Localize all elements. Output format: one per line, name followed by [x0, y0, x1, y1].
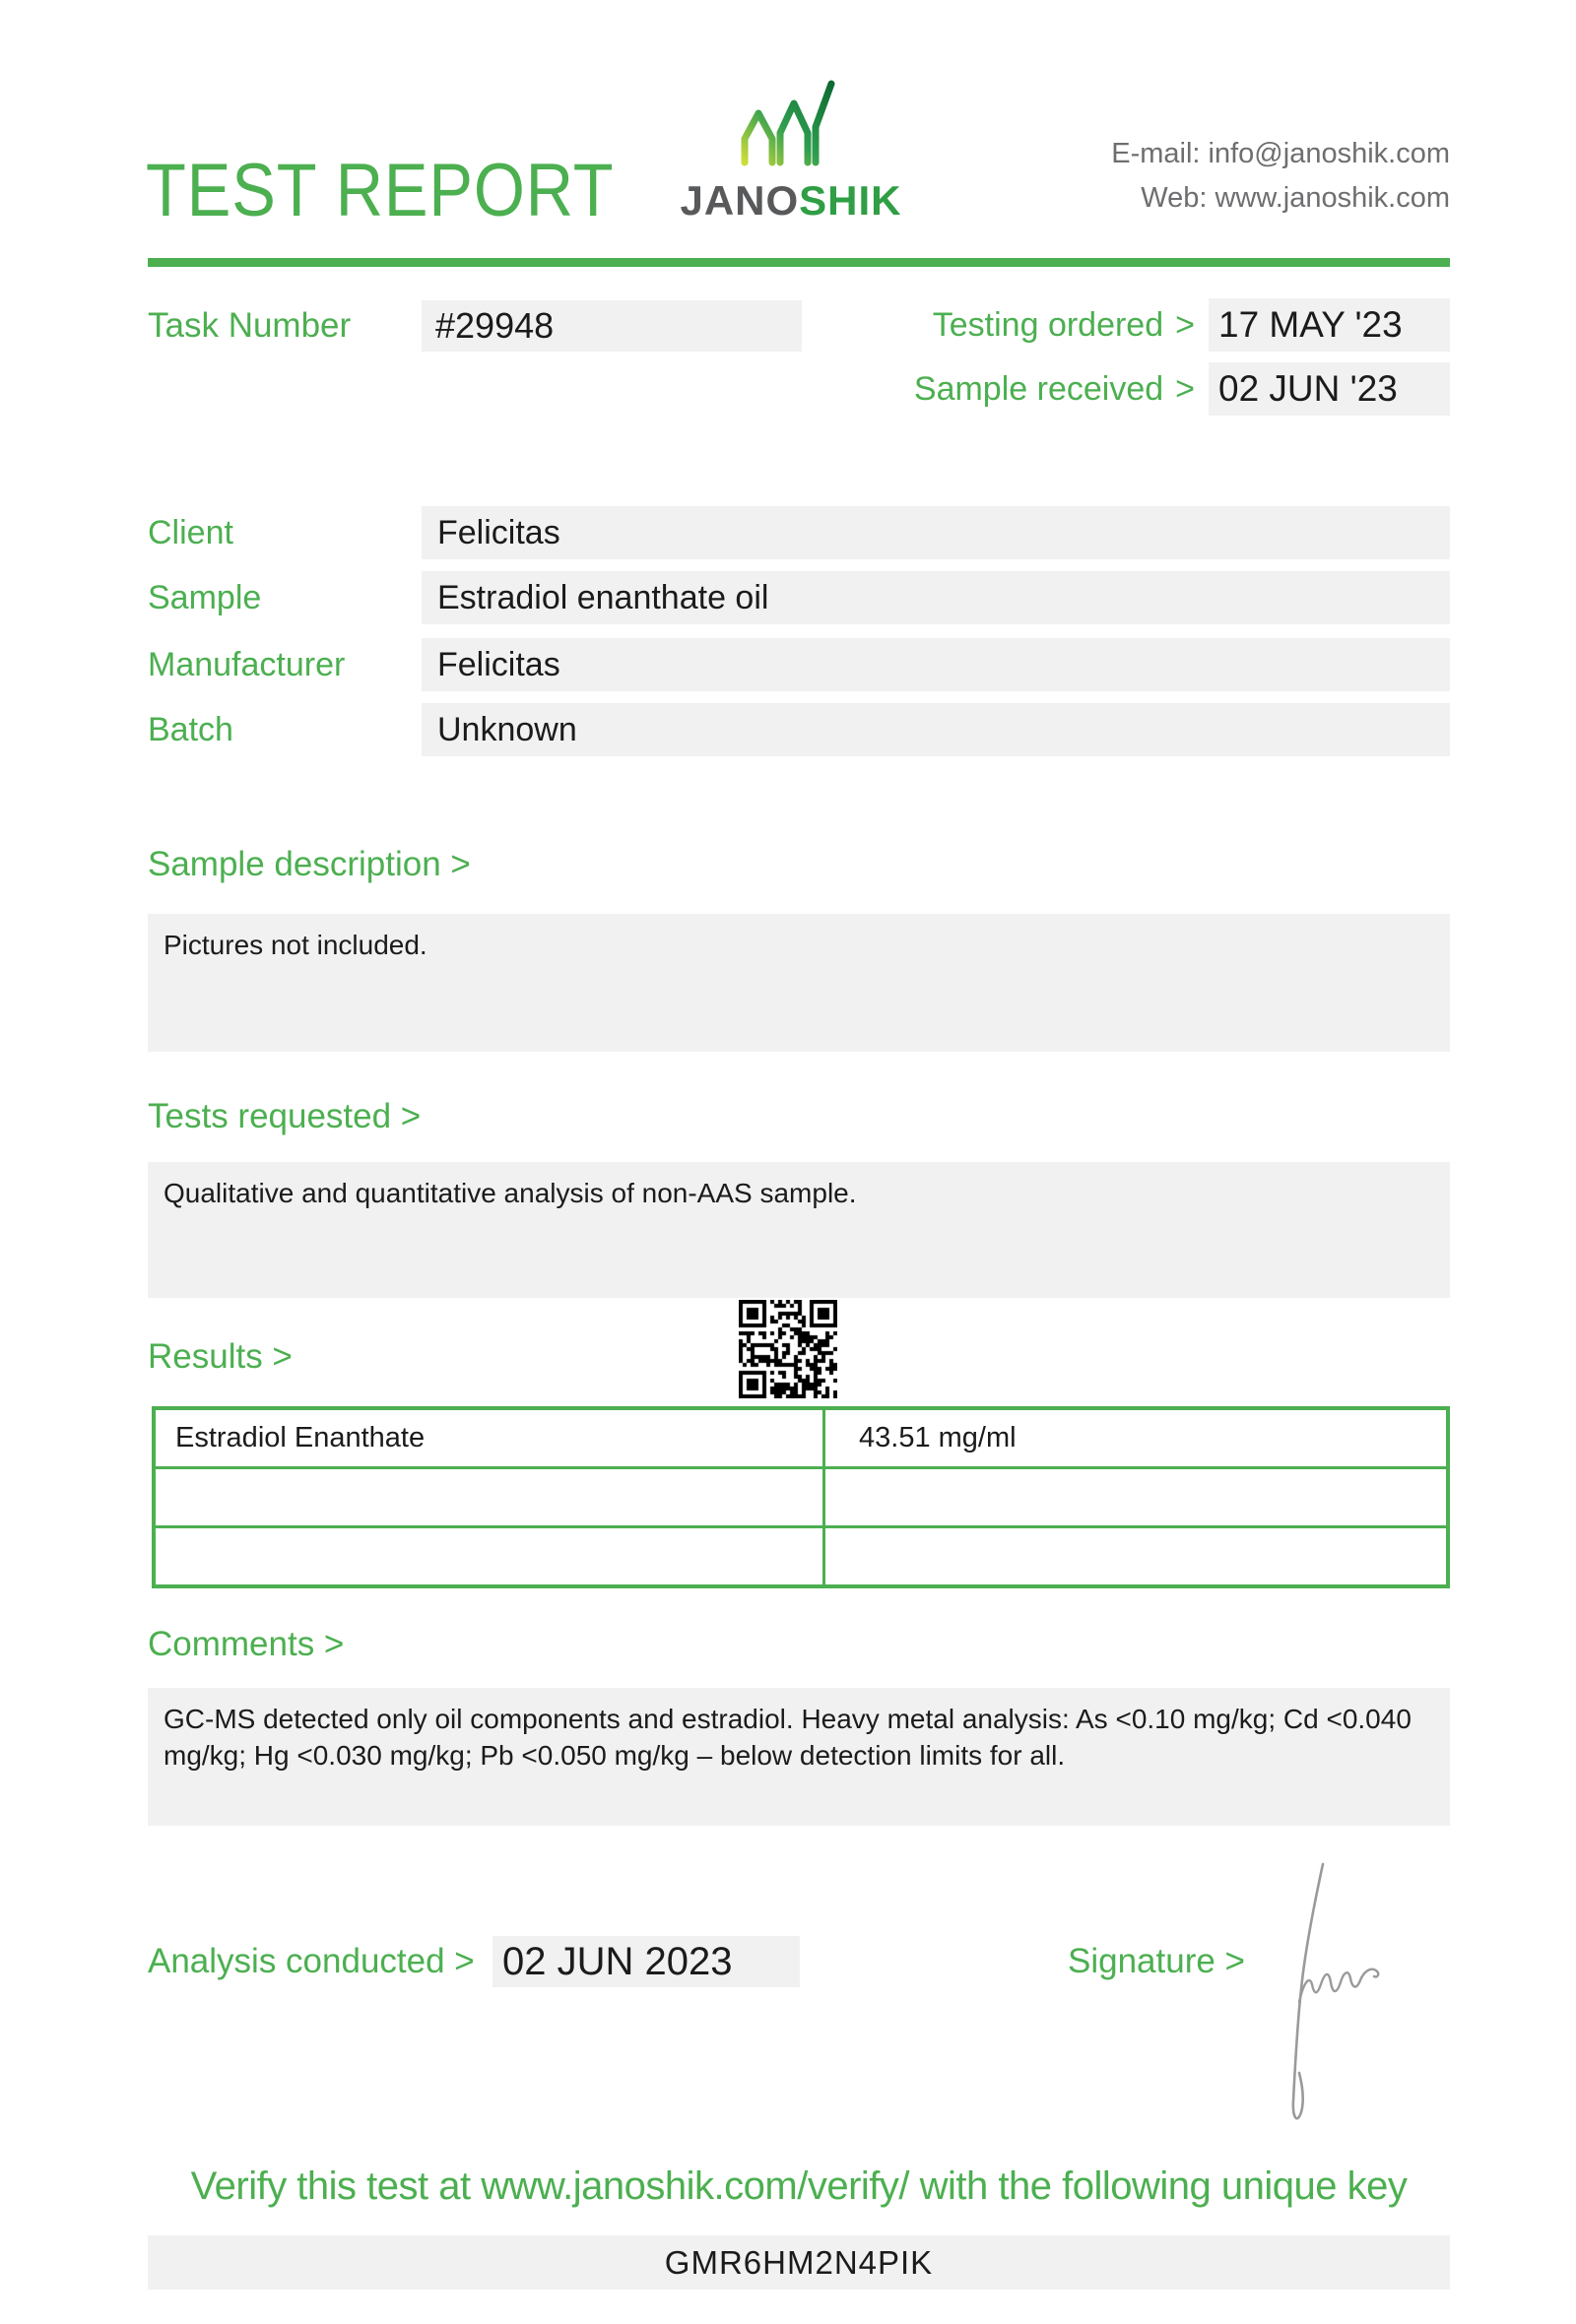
result-name-cell	[154, 1468, 824, 1527]
testing-ordered-label: Testing ordered	[932, 305, 1164, 344]
result-name-cell: Estradiol Enanthate	[154, 1408, 824, 1468]
analysis-conducted-value: 02 JUN 2023	[492, 1936, 800, 1987]
task-number-value: #29948	[422, 300, 802, 352]
analysis-conducted-label: Analysis conducted >	[148, 1942, 475, 1980]
result-name-cell	[154, 1527, 824, 1587]
logo-word-dark: JANO	[680, 177, 800, 224]
contact-web: Web: www.janoshik.com	[1141, 181, 1450, 214]
results-table	[152, 1406, 1450, 1588]
result-value-cell: 43.51 mg/ml	[824, 1408, 1449, 1468]
field-label-client: Client	[148, 514, 233, 551]
verify-key: GMR6HM2N4PIK	[664, 2244, 934, 2281]
field-value-batch: Unknown	[422, 703, 1450, 756]
chevron-right-icon: >	[1175, 369, 1195, 408]
logo-wordmark	[670, 177, 912, 225]
section-heading-tests-requested: Tests requested >	[148, 1097, 422, 1135]
result-row	[154, 1408, 1448, 1468]
sample-description-box: Pictures not included.	[148, 914, 1450, 1052]
testing-ordered-value: 17 MAY '23	[1209, 298, 1450, 352]
qr-code	[739, 1300, 837, 1398]
section-heading-sample-description: Sample description >	[148, 845, 471, 883]
result-value-cell	[824, 1527, 1449, 1587]
field-label-batch: Batch	[148, 711, 233, 748]
date-row-sample-received	[847, 362, 1450, 416]
field-label-manufacturer: Manufacturer	[148, 646, 346, 683]
contact-block	[1111, 132, 1450, 221]
section-heading-comments: Comments >	[148, 1625, 345, 1663]
task-number-label: Task Number	[148, 306, 352, 345]
sample-received-label: Sample received	[913, 369, 1164, 408]
signature-label: Signature >	[1068, 1942, 1245, 1980]
result-value-cell	[824, 1468, 1449, 1527]
logo-word-green: SHIK	[799, 177, 902, 224]
field-value-manufacturer: Felicitas	[422, 638, 1450, 691]
header-divider	[148, 258, 1450, 267]
page-title: TEST REPORT	[146, 149, 615, 232]
logo-chart-icon	[737, 75, 835, 169]
verify-key-box	[148, 2235, 1450, 2290]
tests-requested-box: Qualitative and quantitative analysis of non-AAS sample.	[148, 1162, 1450, 1298]
chevron-right-icon: >	[1175, 305, 1195, 344]
verify-heading: Verify this test at www.janoshik.com/verify/ with the following unique key	[190, 2164, 1408, 2208]
sample-received-value: 02 JUN '23	[1209, 362, 1450, 416]
field-value-client: Felicitas	[422, 506, 1450, 559]
contact-email: E-mail: info@janoshik.com	[1111, 138, 1450, 169]
comments-box: GC-MS detected only oil components and estradiol. Heavy metal analysis: As <0.10 mg/kg; Cd <0.040 mg/kg; Hg <0.030 mg/kg; Pb <0.050 mg/kg – below detection limits for all.	[148, 1688, 1450, 1826]
field-value-sample: Estradiol enanthate oil	[422, 571, 1450, 624]
signature-image	[1276, 1856, 1394, 2137]
result-row	[154, 1527, 1448, 1587]
result-row	[154, 1468, 1448, 1527]
field-label-sample: Sample	[148, 579, 262, 616]
section-heading-results: Results >	[148, 1337, 293, 1376]
date-row-testing-ordered	[847, 298, 1450, 352]
